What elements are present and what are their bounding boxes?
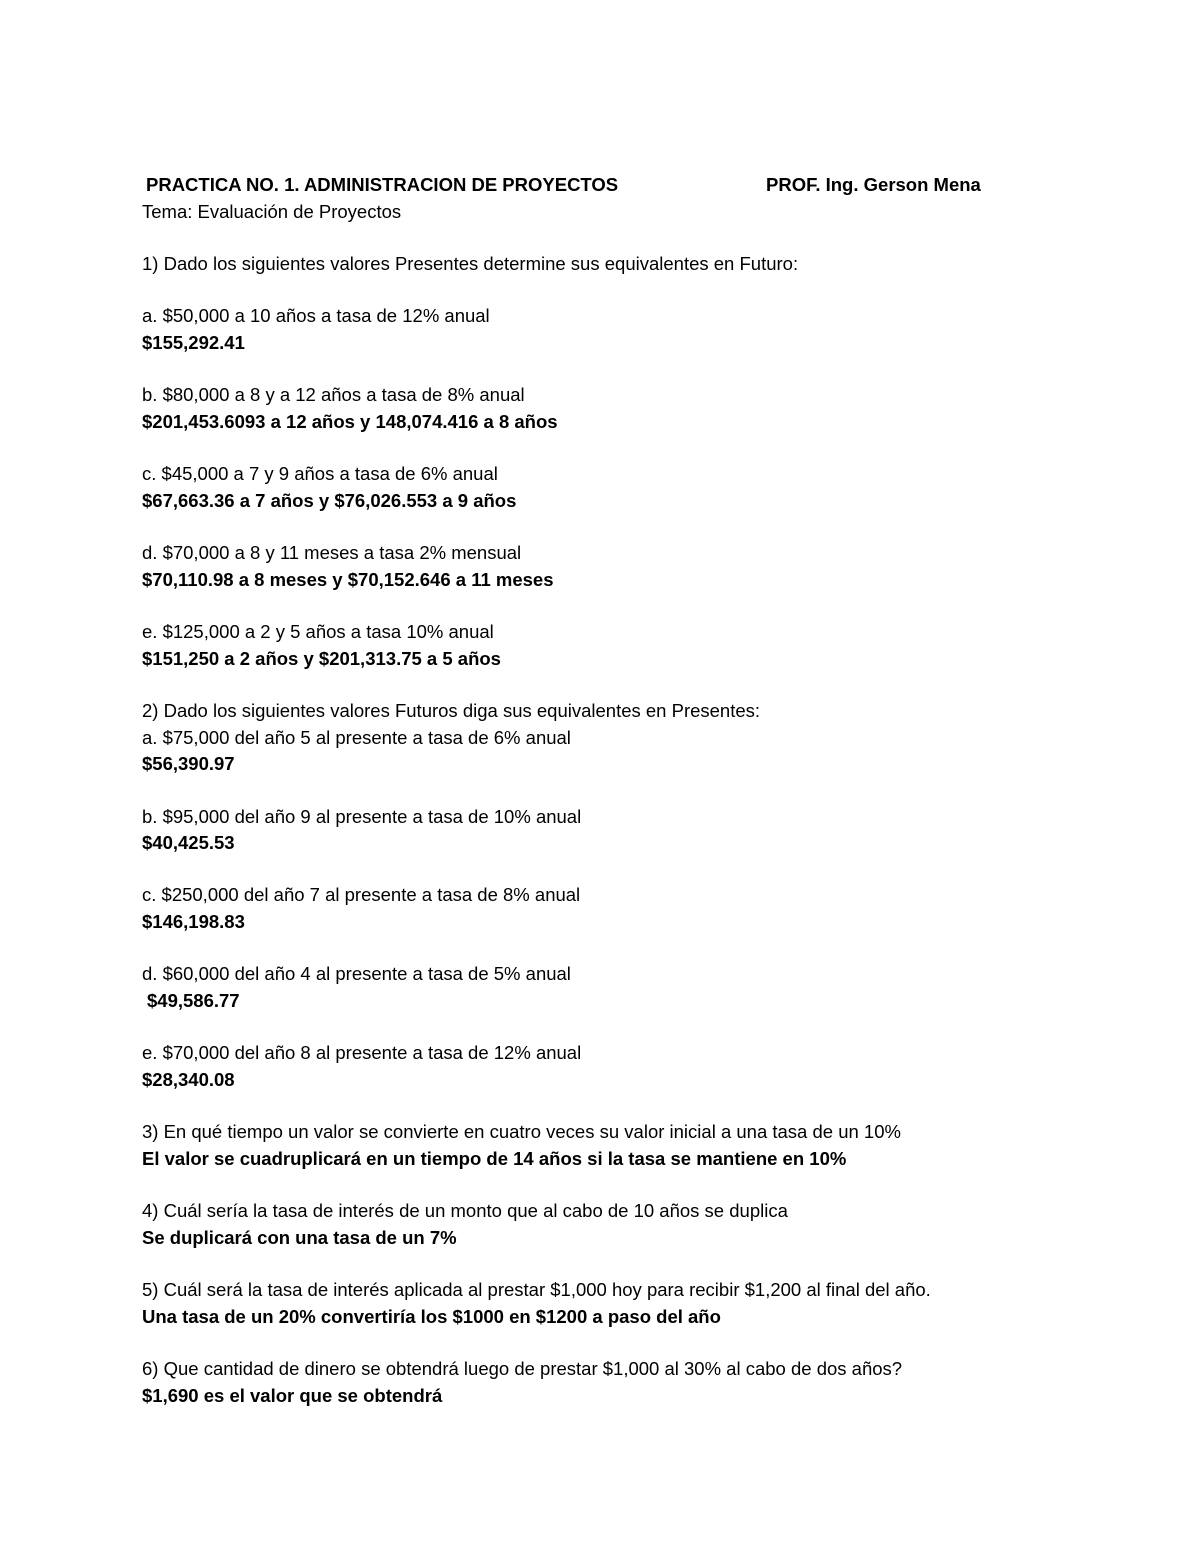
s1-answer-b: $201,453.6093 a 12 años y 148,074.416 a 8 años: [142, 411, 558, 432]
section1-prompt: 1) Dado los siguientes valores Presentes determine sus equivalentes en Futuro:: [142, 253, 799, 274]
s1-answer-e: $151,250 a 2 años y $201,313.75 a 5 años: [142, 648, 501, 669]
s1-question-d: d. $70,000 a 8 y 11 meses a tasa 2% mensual: [142, 542, 522, 563]
s2-answer-d: $49,586.77: [147, 990, 240, 1011]
s2-answer-c: $146,198.83: [142, 911, 245, 932]
s1-question-c: c. $45,000 a 7 y 9 años a tasa de 6% anual: [142, 463, 498, 484]
s2-answer-b: $40,425.53: [142, 832, 235, 853]
s2-question-b: b. $95,000 del año 9 al presente a tasa de 10% anual: [142, 806, 582, 827]
professor-name: PROF. Ing. Gerson Mena: [766, 174, 981, 195]
s1-answer-c: $67,663.36 a 7 años y $76,026.553 a 9 años: [142, 490, 517, 511]
section2-prompt: 2) Dado los siguientes valores Futuros diga sus equivalentes en Presentes:: [142, 700, 761, 721]
s2-question-e: e. $70,000 del año 8 al presente a tasa de 12% anual: [142, 1042, 582, 1063]
section4-answer: Se duplicará con una tasa de un 7%: [142, 1227, 457, 1248]
s2-question-a: a. $75,000 del año 5 al presente a tasa de 6% anual: [142, 727, 571, 748]
document-title: PRACTICA NO. 1. ADMINISTRACION DE PROYECTOS: [146, 174, 619, 195]
section5-answer: Una tasa de un 20% convertiría los $1000 en $1200 a paso del año: [142, 1306, 721, 1327]
section6-prompt: 6) Que cantidad de dinero se obtendrá luego de prestar $1,000 al 30% al cabo de dos años?: [142, 1358, 903, 1379]
s2-question-d: d. $60,000 del año 4 al presente a tasa de 5% anual: [142, 963, 571, 984]
section6-answer: $1,690 es el valor que se obtendrá: [142, 1385, 443, 1406]
s1-question-b: b. $80,000 a 8 y a 12 años a tasa de 8% anual: [142, 384, 525, 405]
s2-answer-e: $28,340.08: [142, 1069, 235, 1090]
s1-question-e: e. $125,000 a 2 y 5 años a tasa 10% anual: [142, 621, 494, 642]
section3-prompt: 3) En qué tiempo un valor se convierte en cuatro veces su valor inicial a una tasa de un 10%: [142, 1121, 901, 1142]
section5-prompt: 5) Cuál será la tasa de interés aplicada al prestar $1,000 hoy para recibir $1,200 al final del año.: [142, 1279, 931, 1300]
s1-answer-d: $70,110.98 a 8 meses y $70,152.646 a 11 meses: [142, 569, 554, 590]
s1-answer-a: $155,292.41: [142, 332, 245, 353]
section4-prompt: 4) Cuál sería la tasa de interés de un monto que al cabo de 10 años se duplica: [142, 1200, 788, 1221]
s2-answer-a: $56,390.97: [142, 753, 235, 774]
s2-question-c: c. $250,000 del año 7 al presente a tasa de 8% anual: [142, 884, 581, 905]
section3-answer: El valor se cuadruplicará en un tiempo de 14 años si la tasa se mantiene en 10%: [142, 1148, 847, 1169]
topic-line: Tema: Evaluación de Proyectos: [142, 201, 402, 222]
s1-question-a: a. $50,000 a 10 años a tasa de 12% anual: [142, 305, 490, 326]
